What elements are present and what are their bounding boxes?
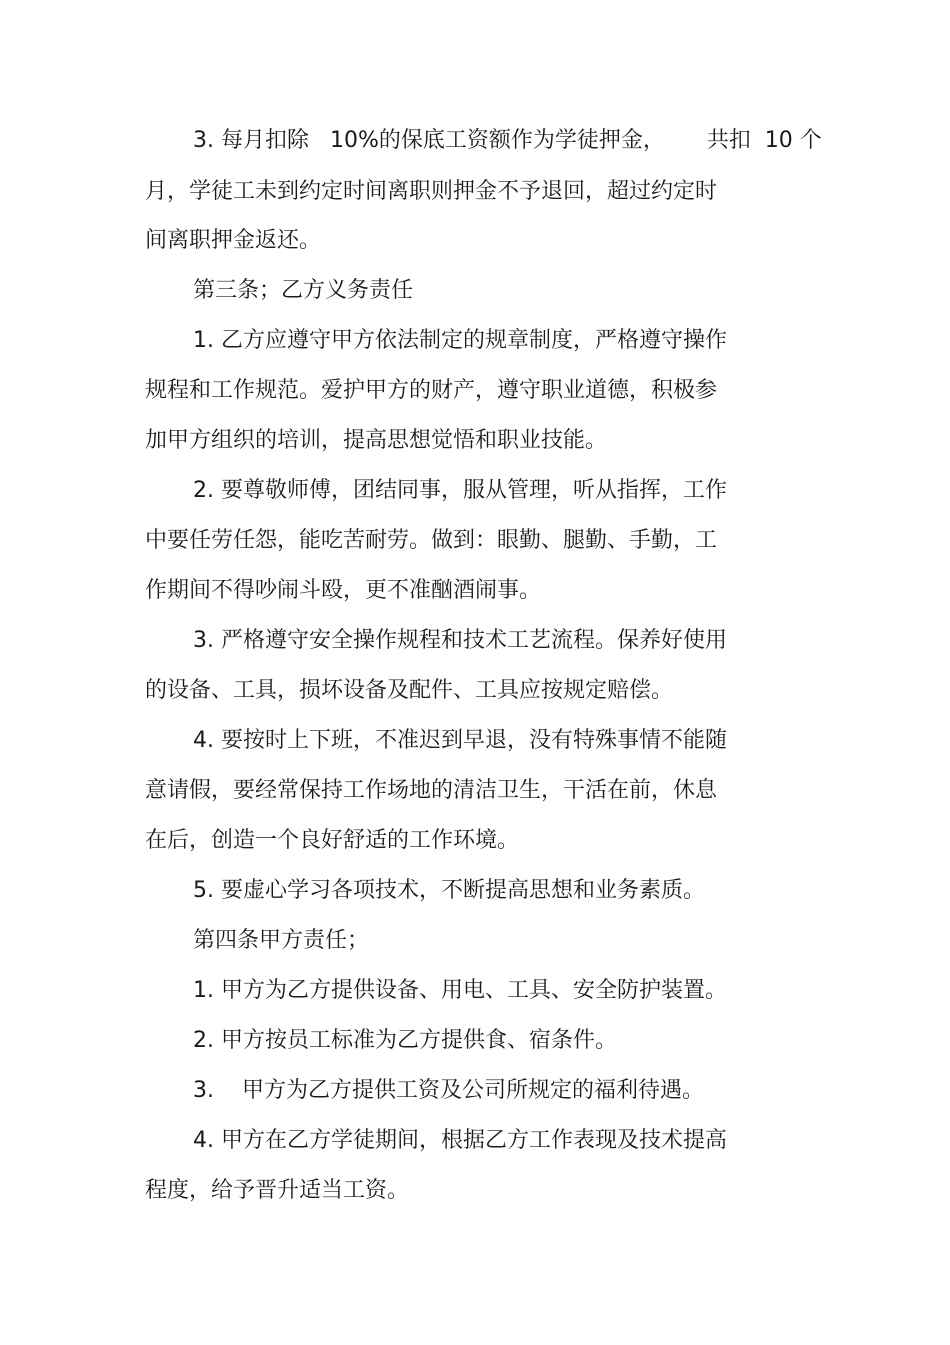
text-line: 5. 要虚心学习各项技术，不断提高思想和业务素质。 bbox=[193, 878, 705, 903]
text-line: 间离职押金返还。 bbox=[145, 228, 322, 253]
text-line: 2. 甲方按员工标准为乙方提供食、宿条件。 bbox=[193, 1028, 617, 1053]
text-line: 意请假，要经常保持工作场地的清洁卫生，干活在前，休息 bbox=[145, 778, 718, 803]
text-line: 1. 甲方为乙方提供设备、用电、工具、安全防护装置。 bbox=[193, 978, 727, 1003]
section-heading: 第三条；乙方义务责任 bbox=[193, 278, 414, 303]
section-heading: 第四条甲方责任； bbox=[193, 928, 370, 953]
text-line: 在后，创造一个良好舒适的工作环境。 bbox=[145, 828, 520, 853]
text-line: 程度，给予晋升适当工资。 bbox=[145, 1178, 410, 1203]
text-line: 月，学徒工未到约定时间离职则押金不予退回，超过约定时 bbox=[145, 179, 718, 204]
text-line: 作期间不得吵闹斗殴，更不准酗酒闹事。 bbox=[145, 578, 542, 603]
text-line: 加甲方组织的培训，提高思想觉悟和职业技能。 bbox=[145, 428, 608, 453]
text-line: 4. 甲方在乙方学徒期间，根据乙方工作表现及技术提高 bbox=[193, 1128, 727, 1153]
text-line: 2. 要尊敬师傅，团结同事，服从管理，听从指挥，工作 bbox=[193, 478, 727, 503]
text-line: 4. 要按时上下班，不准迟到早退，没有特殊事情不能随 bbox=[193, 728, 727, 753]
text-line: 3. 每月扣除 10%的保底工资额作为学徒押金， 共扣 10 个 bbox=[193, 128, 822, 153]
text-line: 3. 严格遵守安全操作规程和技术工艺流程。保养好使用 bbox=[193, 628, 727, 653]
text-line: 的设备、工具，损坏设备及配件、工具应按规定赔偿。 bbox=[145, 678, 674, 703]
text-line: 3. 甲方为乙方提供工资及公司所规定的福利待遇。 bbox=[193, 1078, 704, 1103]
text-line: 规程和工作规范。爱护甲方的财产，遵守职业道德，积极参 bbox=[145, 378, 718, 403]
text-line: 1. 乙方应遵守甲方依法制定的规章制度，严格遵守操作 bbox=[193, 328, 727, 353]
text-line: 中要任劳任怨，能吃苦耐劳。做到：眼勤、腿勤、手勤，工 bbox=[145, 528, 718, 553]
